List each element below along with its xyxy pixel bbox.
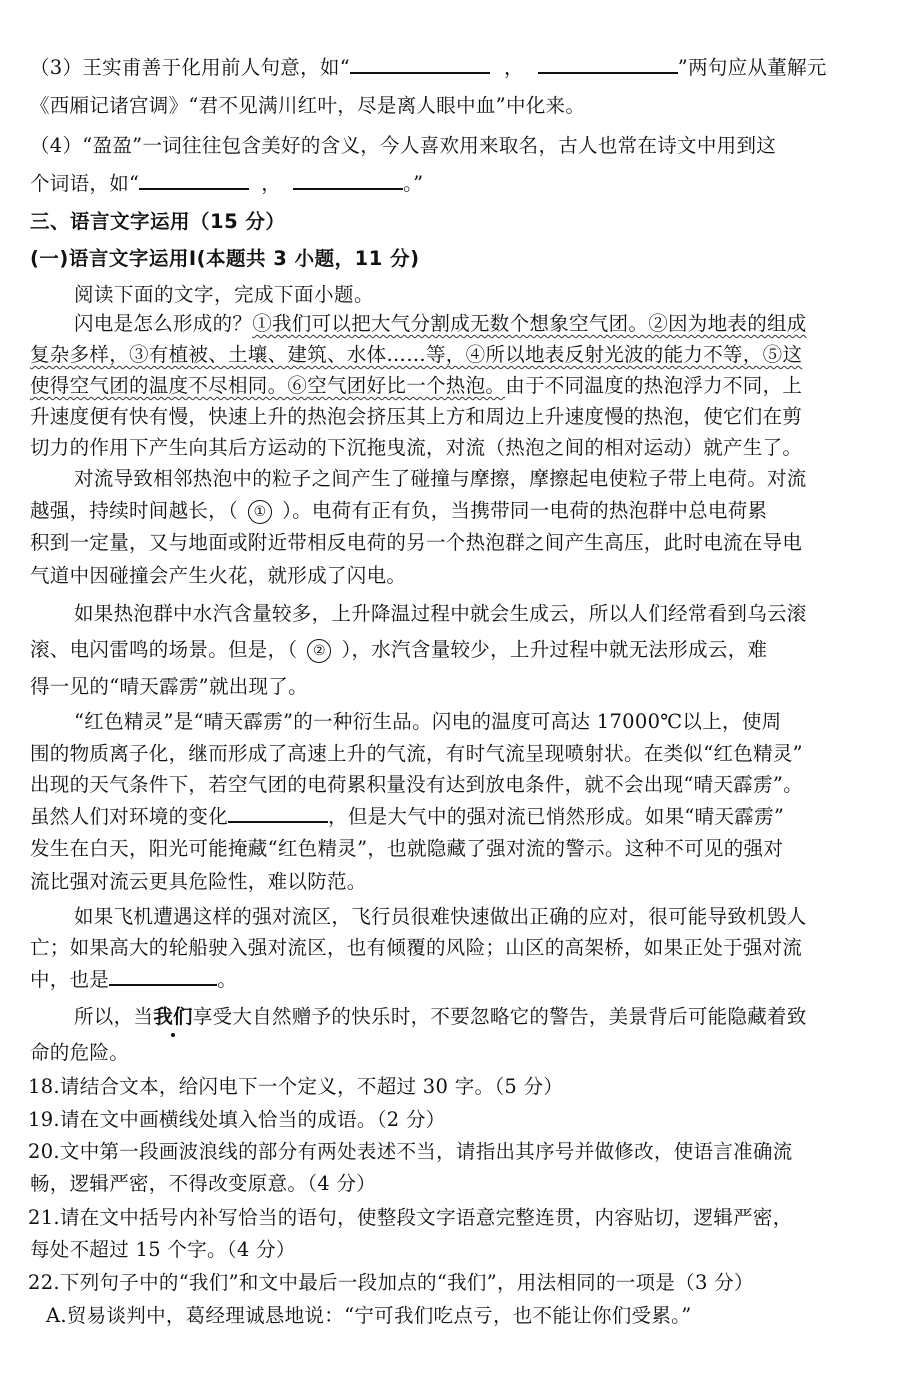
p5-text: 中，也是	[30, 968, 110, 991]
q4-separator: ，	[261, 172, 282, 195]
p2-line-2	[30, 497, 872, 525]
p2-text: 越强，持续时间越长，（	[30, 499, 239, 522]
question-22: 22.下列句子中的“我们”和文中最后一段加点的“我们”，用法相同的一项是（3 分）	[28, 1271, 754, 1294]
p2-line-4: 气道中因碰撞会产生火花，就形成了闪电。	[30, 564, 407, 587]
p4-line-1: “红色精灵”是“晴天霹雳”的一种衍生品。闪电的温度可高达 17000℃以上，使周	[74, 710, 782, 733]
wavy-underlined-text: 使得空气团的温度不尽相同。⑥空气团好比一个热泡。	[30, 374, 506, 397]
idiom-blank-2[interactable]	[109, 966, 217, 986]
p1-line-3	[30, 372, 872, 400]
p1-line-1	[74, 310, 872, 338]
question-19: 19.请在文中画横线处填入恰当的成语。（2 分）	[28, 1108, 446, 1131]
q3-text-b: ”两句应从董解元	[677, 56, 827, 79]
p4-line-6: 流比强对流云更具危险性，难以防范。	[30, 870, 367, 893]
wavy-underlined-text: 复杂多样，③有植被、土壤、建筑、水体……等，④所以地表反射光波的能力不等，⑤这	[30, 343, 803, 366]
blank-marker-1[interactable]: ①	[248, 500, 272, 524]
p4-text: ，但是大气中的强对流已悄然形成。如果“晴天霹雳”	[328, 805, 785, 828]
p6-line-2: 命的危险。	[30, 1041, 130, 1064]
p5-line-2: 亡；如果高大的轮船驶入强对流区，也有倾覆的风险；山区的高架桥，如果正处于强对流	[30, 936, 803, 959]
p4-line-2: 围的物质离子化，继而形成了高速上升的气流，有时气流呈现喷射状。在类似“红色精灵”	[30, 742, 803, 765]
dotted-word-women: 我们	[153, 1003, 193, 1031]
answer-blank[interactable]	[139, 170, 249, 190]
p5-line-1: 如果飞机遭遇这样的强对流区，飞行员很难快速做出正确的应对，很可能导致机毁人	[74, 905, 807, 928]
p1-text: 闪电是怎么形成的？	[74, 312, 253, 335]
q3-separator: ，	[503, 56, 524, 79]
answer-blank[interactable]	[293, 170, 403, 190]
p1-line-5: 切力的作用下产生向其后方运动的下沉拖曳流，对流（热泡之间的相对运动）就产生了。	[30, 436, 803, 459]
question-20-line-1: 20.文中第一段画波浪线的部分有两处表述不当，请指出其序号并做修改，使语言准确流	[28, 1140, 793, 1163]
q4-text-a: 个词语，如“	[30, 172, 140, 195]
q3-line-1	[30, 54, 872, 82]
p2-line-1: 对流导致相邻热泡中的粒子之间产生了碰撞与摩擦，摩擦起电使粒子带上电荷。对流	[74, 467, 807, 490]
p5-line-3	[30, 966, 872, 994]
section-instruction: 阅读下面的文字，完成下面小题。	[74, 283, 375, 306]
wavy-underlined-text: ①我们可以把大气分割成无数个想象空气团。②因为地表的组成	[252, 312, 807, 335]
p3-line-3: 得一见的“晴天霹雳”就出现了。	[30, 675, 308, 698]
q4-line-2	[30, 170, 872, 198]
p2-text: ）。电荷有正有负，当携带同一电荷的热泡群中总电荷累	[282, 499, 768, 522]
section-title: 三、语言文字运用（15 分）	[30, 210, 286, 233]
p4-line-5: 发生在白天，阳光可能掩藏“红色精灵”，也就隐藏了强对流的警示。这种不可见的强对	[30, 837, 784, 860]
p4-line-3: 出现的天气条件下，若空气团的电荷累积量没有达到放电条件，就不会出现“晴天霹雳”。	[30, 773, 803, 796]
p1-line-4: 升速度便有快有慢，快速上升的热泡会挤压其上方和周边上升速度慢的热泡，使它们在剪	[30, 405, 803, 428]
q4-text-b: 。”	[403, 172, 424, 195]
p3-text: ），水汽含量较少，上升过程中就无法形成云，难	[341, 638, 768, 661]
p4-text: 虽然人们对环境的变化	[30, 805, 229, 828]
q3-text-a: （3）王实甫善于化用前人句意，如“	[30, 56, 350, 79]
p6-text: 所以，当	[74, 1005, 154, 1028]
p2-line-3: 积到一定量，又与地面或附近带相反电荷的另一个热泡群之间产生高压，此时电流在导电	[30, 531, 803, 554]
section-subtitle: (一)语言文字运用Ⅰ(本题共 3 小题，11 分)	[30, 247, 420, 270]
question-18: 18.请结合文本，给闪电下一个定义，不超过 30 字。（5 分）	[28, 1075, 564, 1098]
p1-text: 由于不同温度的热泡浮力不同，上	[505, 374, 803, 397]
question-20-line-2: 畅，逻辑严密，不得改变原意。（4 分）	[30, 1172, 377, 1195]
p3-text: 滚、电闪雷鸣的场景。但是，（	[30, 638, 298, 661]
answer-blank[interactable]	[538, 54, 678, 74]
p6-line-1	[74, 1003, 872, 1031]
question-21-line-2: 每处不超过 15 个字。（4 分）	[30, 1238, 296, 1261]
answer-blank[interactable]	[350, 54, 490, 74]
p1-line-2	[30, 341, 872, 369]
p4-line-4	[30, 803, 872, 831]
p5-text: 。	[217, 968, 238, 991]
q4-line-1: （4）“盈盈”一词往往包含美好的含义，今人喜欢用来取名，古人也常在诗文中用到这	[30, 134, 777, 157]
option-a[interactable]: A.贸易谈判中，葛经理诚恳地说：“宁可我们吃点亏，也不能让你们受累。”	[46, 1304, 692, 1327]
question-21-line-1: 21.请在文中括号内补写恰当的语句，使整段文字语意完整连贯，内容贴切，逻辑严密，	[28, 1206, 793, 1229]
p3-line-2	[30, 636, 872, 664]
blank-marker-2[interactable]: ②	[307, 639, 331, 663]
idiom-blank-1[interactable]	[228, 803, 328, 823]
p6-text: 享受大自然赠予的快乐时，不要忽略它的警告，美景背后可能隐藏着致	[192, 1005, 807, 1028]
q3-line-2: 《西厢记诸宫调》“君不见满川红叶，尽是离人眼中血”中化来。	[30, 94, 586, 117]
p3-line-1: 如果热泡群中水汽含量较多，上升降温过程中就会生成云，所以人们经常看到乌云滚	[74, 602, 807, 625]
